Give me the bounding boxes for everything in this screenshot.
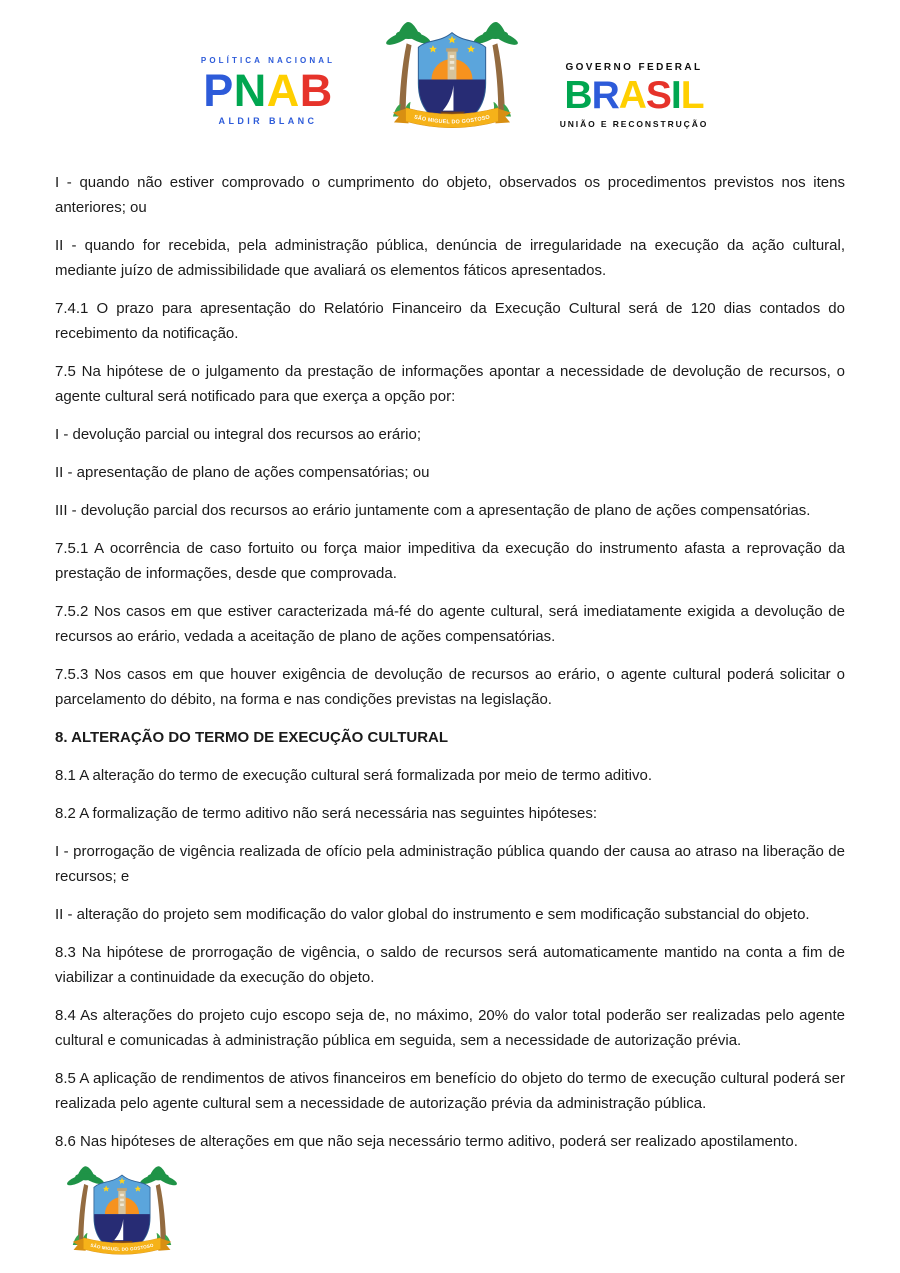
document-header <box>0 0 900 170</box>
pnab-logo <box>182 57 354 126</box>
paragraph: 8.5 A aplicação de rendimentos de ativos financeiros em benefício do objeto do termo de execução cultural poderá ser realizada pelo agente cultural sem a necessidade de autorização prévia da administração pública. <box>55 1070 845 1112</box>
wordmark-letter: P <box>203 65 234 116</box>
wordmark-letter: R <box>591 74 619 117</box>
paragraph: 7.5.1 A ocorrência de caso fortuito ou força maior impeditiva da execução do instrumento afasta a reprovação da prestação de informações, desde que comprovada. <box>55 540 845 582</box>
paragraph: III - devolução parcial dos recursos ao erário juntamente com a apresentação de plano de ações compensatórias. <box>55 502 811 519</box>
uniao-reconstrucao-label: UNIÃO E RECONSTRUÇÃO <box>559 119 709 129</box>
wordmark-letter: S <box>645 74 671 117</box>
paragraph: 7.5 Na hipótese de o julgamento da prestação de informações apontar a necessidade de devolução de recursos, o agente cultural será notificado para que exerça a opção por: <box>55 363 845 405</box>
wordmark-letter: L <box>680 74 704 117</box>
wordmark-letter: A <box>618 74 646 117</box>
wordmark-letter: B <box>564 74 592 117</box>
paragraph: 8.6 Nas hipóteses de alterações em que não seja necessário termo aditivo, poderá ser realizado apostilamento. <box>55 1133 798 1150</box>
pnab-top-label: POLÍTICA NACIONAL <box>200 56 336 65</box>
paragraph: I - devolução parcial ou integral dos recursos ao erário; <box>55 426 422 443</box>
governo-federal-label: GOVERNO FEDERAL <box>565 62 703 73</box>
pnab-bottom-label: ALDIR BLANC <box>218 116 318 126</box>
paragraph: 8.4 As alterações do projeto cujo escopo seja de, no máximo, 20% do valor total poderão ser realizadas pelo agente cultural e comunicadas à administração pública em seguida, sem a necessidade de autorização prévia. <box>55 1007 845 1049</box>
wordmark-letter: N <box>233 65 267 116</box>
paragraph: I - quando não estiver comprovado o cumprimento do objeto, observados os procedimentos previstos nos itens anteriores; ou <box>55 174 845 216</box>
paragraph: II - quando for recebida, pela administração pública, denúncia de irregularidade na execução da ação cultural, mediante juízo de admissibilidade que avaliará os elementos fáticos apresentados. <box>55 237 845 279</box>
wordmark-letter: A <box>266 65 300 116</box>
document-body <box>55 170 845 1167</box>
paragraph: II - apresentação de plano de ações compensatórias; ou <box>55 464 430 481</box>
brasil-wordmark <box>553 76 715 116</box>
paragraph: I - prorrogação de vigência realizada de ofício pela administração pública quando der causa ao atraso na liberação de recursos; e <box>55 843 845 885</box>
wordmark-letter: I <box>670 74 681 117</box>
section-heading: 8. ALTERAÇÃO DO TERMO DE EXECUÇÃO CULTURAL <box>55 729 449 746</box>
paragraph: II - alteração do projeto sem modificação do valor global do instrumento e sem modificação substancial do objeto. <box>55 906 810 923</box>
governo-federal-logo <box>553 63 715 129</box>
pnab-wordmark <box>182 65 354 116</box>
paragraph: 7.4.1 O prazo para apresentação do Relatório Financeiro da Execução Cultural será de 120 dias contados do recebimento da notificação. <box>55 300 845 342</box>
paragraph: 8.2 A formalização de termo aditivo não será necessária nas seguintes hipóteses: <box>55 805 597 822</box>
sao-miguel-crest-logo <box>381 17 523 138</box>
paragraph: 7.5.2 Nos casos em que estiver caracterizada má-fé do agente cultural, será imediatamente exigida a devolução de recursos ao erário, vedada a aceitação de plano de ações compensatórias. <box>55 603 845 645</box>
sao-miguel-crest-footer <box>63 1162 181 1263</box>
paragraph: 8.1 A alteração do termo de execução cultural será formalizada por meio de termo aditivo. <box>55 767 652 784</box>
paragraph: 8.3 Na hipótese de prorrogação de vigência, o saldo de recursos será automaticamente mantido na conta a fim de viabilizar a continuidade da execução do objeto. <box>55 944 845 986</box>
paragraph: 7.5.3 Nos casos em que houver exigência de devolução de recursos ao erário, o agente cultural poderá solicitar o parcelamento do débito, na forma e nas condições previstas na legislação. <box>55 666 845 708</box>
wordmark-letter: B <box>299 65 333 116</box>
